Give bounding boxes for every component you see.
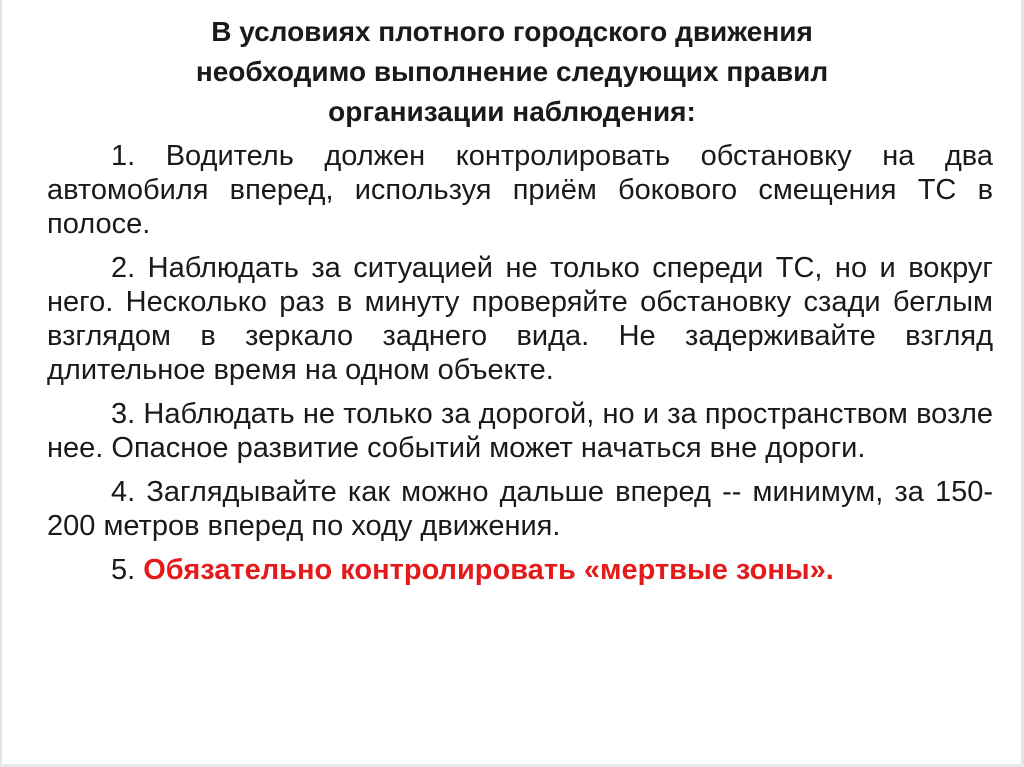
title-line-2: необходимо выполнение следующих правил [195,56,829,87]
title-line-1: В условиях плотного городского движения [211,16,813,47]
rule-text: Водитель должен контролировать обстановку на два автомобиля вперед, используя приём бокового смещения ТС в полосе. [47,140,993,240]
rule-text-highlighted: Обязательно контролировать «мертвые зоны». [143,554,834,586]
rule-item-1 [47,139,993,241]
rule-number: 5. [111,554,136,586]
rule-text: Наблюдать за ситуацией не только спереди ТС, но и вокруг него. Несколько раз в минуту проверяйте обстановку сзади беглым взглядом в зеркало заднего вида. Не задерживайте взгляд длительное время на одном объекте. [47,252,993,386]
rule-number: 1. [111,140,136,172]
rules-list [47,139,993,587]
slide-left-edge [0,0,2,767]
rule-item-3 [47,397,993,465]
rule-item-2 [47,251,993,387]
slide-title [60,12,964,132]
rule-number: 2. [111,252,136,284]
rule-text: Наблюдать не только за дорогой, но и за пространством возле нее. Опасное развитие событий может начаться вне дороги. [47,398,993,464]
rule-item-5 [47,553,993,587]
title-line-3: организации наблюдения: [328,96,696,127]
rule-text: Заглядывайте как можно дальше вперед -- минимум, за 150-200 метров вперед по ходу движения. [47,476,993,542]
rule-item-4 [47,475,993,543]
rule-number: 4. [111,476,136,508]
rule-number: 3. [111,398,136,430]
